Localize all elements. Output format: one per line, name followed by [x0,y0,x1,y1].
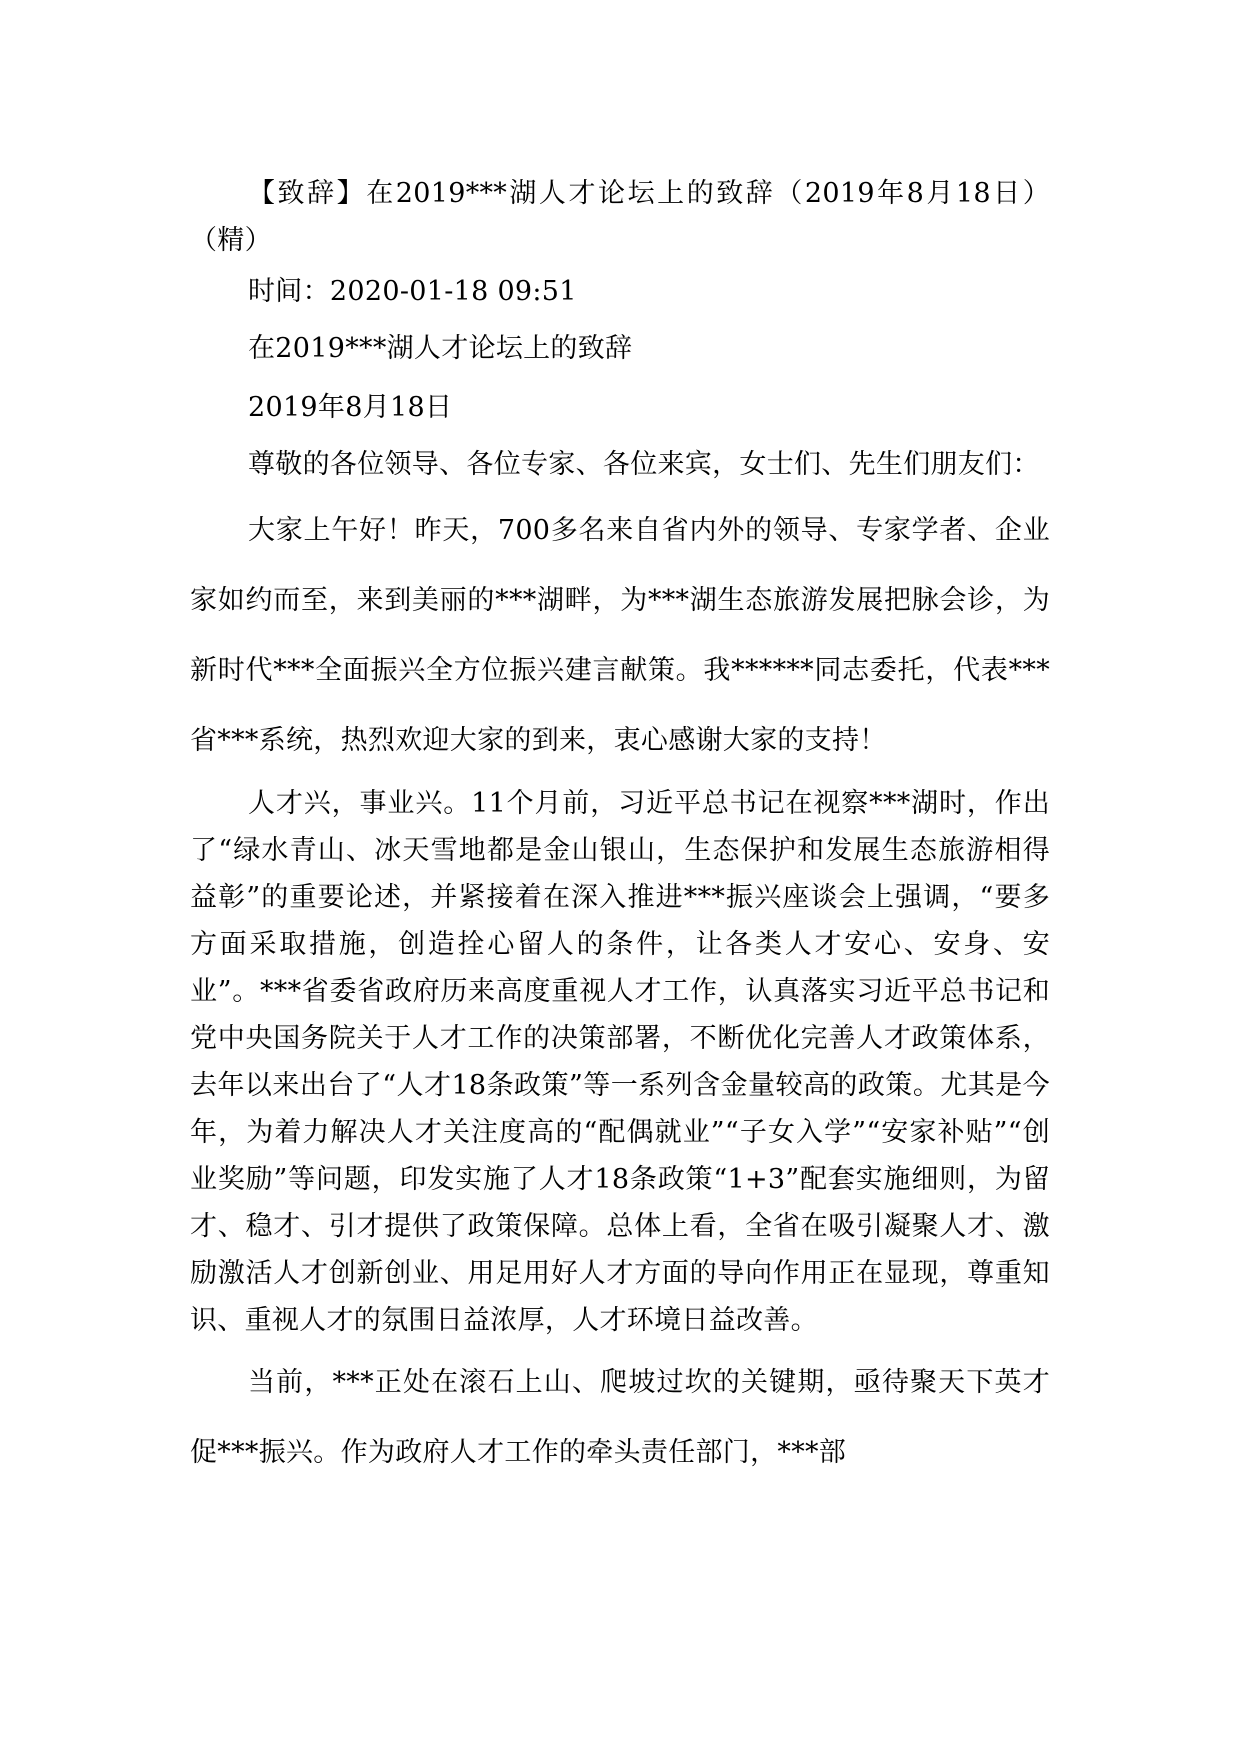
salutation: 尊敬的各位领导、各位专家、各位来宾，女士们、先生们朋友们： [248,449,1040,480]
speech-date: 2019年8月18日 [248,392,453,423]
document-title: 【致辞】在2019***湖人才论坛上的致辞（2019年8月18日）（精） [190,178,1050,256]
paragraph-current-stage: 当前，***正处在滚石上山、爬坡过坎的关键期，亟待聚天下英才促***振兴。作为政府人才工作的牵头责任部门，***部 [190,1367,1050,1468]
paragraph-talent-policy: 人才兴，事业兴。11个月前，习近平总书记在视察***湖时，作出了“绿水青山、冰天雪地都是金山银山，生态保护和发展生态旅游相得益彰”的重要论述，并紧接着在深入推进***振兴座谈会上强调，“要多方面采取措施，创造拴心留人的条件，让各类人才安心、安身、安业”。***省委省政府历来高度重视人才工作，认真落实习近平总书记和党中央国务院关于人才工作的决策部署，不断优化完善人才政策体系，去年以来出台了“人才18条政策”等一系列含金量较高的政策。尤其是今年，为着力解决人才关注度高的“配偶就业”“子女入学”“安家补贴”“创业奖励”等问题，印发实施了人才18条政策“1+3”配套实施细则，为留才、稳才、引才提供了政策保障。总体上看，全省在吸引凝聚人才、激励激活人才创新创业、用足用好人才方面的导向作用正在显现，尊重知识、重视人才的氛围日益浓厚，人才环境日益改善。 [190,788,1050,1336]
publish-time: 时间：2020-01-18 09:51 [248,276,577,307]
document-body [190,170,1050,1488]
paragraph-greeting: 大家上午好！昨天，700多名来自省内外的领导、专家学者、企业家如约而至，来到美丽的***湖畔，为***湖生态旅游发展把脉会诊，为新时代***全面振兴全方位振兴建言献策。我******同志委托，代表***省***系统，热烈欢迎大家的到来，衷心感谢大家的支持！ [190,515,1050,756]
speech-title: 在2019***湖人才论坛上的致辞 [248,333,633,364]
